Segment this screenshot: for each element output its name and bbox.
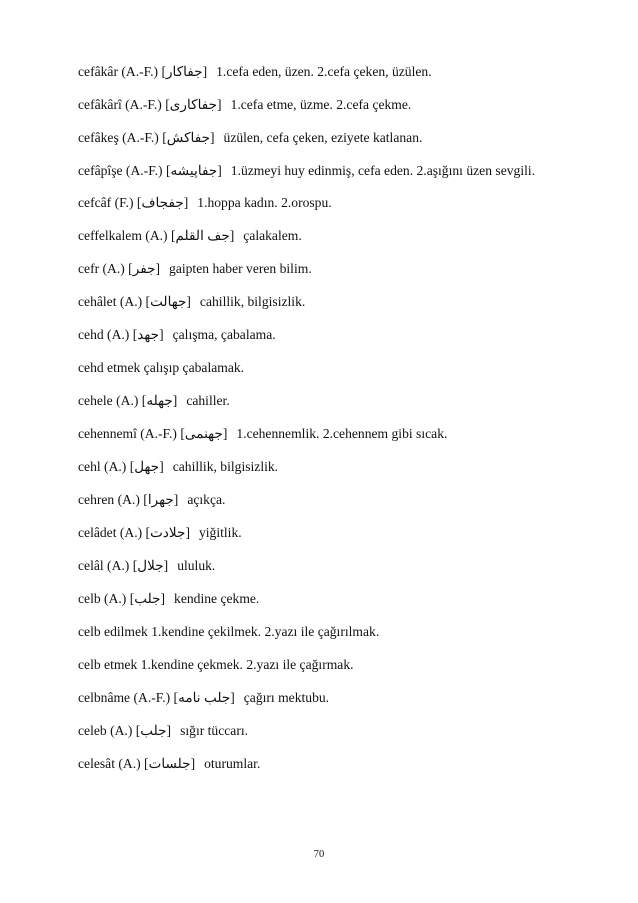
entry-bracket-close: ] — [217, 97, 222, 112]
entry-bracket-close: ] — [159, 459, 164, 474]
entry-arabic: جفر — [132, 261, 156, 276]
entry-arabic: جهل — [134, 459, 160, 474]
entry-bracket-close: ] — [202, 64, 208, 79]
entry-arabic: جلب — [140, 723, 167, 738]
entry-definition: 1.cefa eden, üzen. 2.cefa çeken, üzülen. — [216, 64, 432, 79]
entry-arabic: جلب — [134, 591, 161, 606]
entry-headword: celesât (A.) [ — [78, 756, 149, 771]
entry-bracket-close: ] — [172, 393, 178, 408]
entry-definition: 1.üzmeyi huy edinmiş, cefa eden. 2.aşığını üzen sevgili. — [230, 163, 536, 178]
entry-definition: 1.hoppa kadın. 2.orospu. — [197, 195, 332, 210]
entry-bracket-close: ] — [159, 327, 164, 342]
entry-arabic: جفاپيشه — [170, 163, 218, 178]
entry-definition: yiğitlik. — [198, 525, 242, 540]
entry-arabic: جفجاف — [141, 195, 184, 210]
entry-bracket-close: ] — [160, 591, 166, 606]
entry-arabic: جلب نامه — [178, 690, 231, 705]
entry — [78, 589, 578, 609]
entry-bracket-close: ] — [166, 723, 172, 738]
entry — [78, 292, 578, 312]
entry-headword: ceffelkalem (A.) [ — [78, 228, 176, 243]
entry-arabic: جهرا — [147, 492, 174, 507]
entry-definition: çalakalem. — [243, 228, 302, 243]
entry — [78, 424, 578, 444]
entry — [78, 655, 578, 675]
entry-headword: cehd etmek çalışıp çabalamak. — [78, 360, 245, 375]
entry — [78, 622, 578, 642]
entry-headword: celbnâme (A.-F.) [ — [78, 690, 179, 705]
entry-arabic: جلال — [137, 558, 164, 573]
entry — [78, 259, 578, 279]
entry-headword: celâdet (A.) [ — [78, 525, 151, 540]
entry-headword: cefâkârî (A.-F.) [ — [78, 97, 170, 112]
entry-arabic: جهالت — [150, 294, 187, 309]
entry-bracket-close: ] — [186, 294, 191, 309]
entry — [78, 193, 578, 213]
entry-bracket-close: ] — [190, 756, 196, 771]
entry — [78, 754, 578, 774]
entry — [78, 523, 578, 543]
entry — [78, 457, 578, 477]
entry-arabic: جفاكارى — [169, 97, 218, 112]
entry-bracket-close: ] — [217, 163, 222, 178]
entry-bracket-close: ] — [222, 426, 228, 441]
entry-arabic: جف القلم — [175, 228, 230, 243]
entry-headword: cehele (A.) [ — [78, 393, 147, 408]
entry-definition: sığır tüccarı. — [180, 723, 249, 738]
entry-bracket-close: ] — [185, 525, 190, 540]
entry-headword: celâl (A.) [ — [78, 558, 138, 573]
entry-bracket-close: ] — [229, 228, 235, 243]
entry-headword: cehâlet (A.) [ — [78, 294, 151, 309]
entry-arabic: جهد — [137, 327, 160, 342]
entry — [78, 161, 578, 181]
entry — [78, 358, 578, 378]
entry-definition: cahiller. — [186, 393, 230, 408]
entry-headword: cefr (A.) [ — [78, 261, 133, 276]
entry-definition: üzülen, cefa çeken, eziyete katlanan. — [223, 130, 423, 145]
entry-bracket-close: ] — [173, 492, 179, 507]
entry-definition: açıkça. — [187, 492, 226, 507]
entry — [78, 391, 578, 411]
entry-headword: cefâkeş (A.-F.) [ — [78, 130, 167, 145]
entry-list — [78, 62, 578, 787]
entry — [78, 556, 578, 576]
entry — [78, 62, 578, 82]
entry-definition: çağırı mektubu. — [243, 690, 330, 705]
entry-headword: cefâkâr (A.-F.) [ — [78, 64, 166, 79]
entry — [78, 325, 578, 345]
entry-definition: oturumlar. — [204, 756, 261, 771]
entry-arabic: جهله — [146, 393, 173, 408]
entry — [78, 721, 578, 741]
entry-definition: ululuk. — [177, 558, 216, 573]
entry — [78, 95, 578, 115]
entry-arabic: جفاكار — [165, 64, 203, 79]
entry-arabic: جلادت — [150, 525, 186, 540]
entry-definition: cahillik, bilgisizlik. — [199, 294, 306, 309]
entry — [78, 688, 578, 708]
entry-headword: cehd (A.) [ — [78, 327, 138, 342]
entry-definition: 1.cehennemlik. 2.cehennem gibi sıcak. — [236, 426, 448, 441]
entry-headword: celb edilmek 1.kendine çekilmek. 2.yazı ile çağırılmak. — [78, 624, 380, 639]
entry-arabic: جلسات — [148, 756, 191, 771]
entry-bracket-close: ] — [209, 130, 215, 145]
entry-definition: çalışma, çabalama. — [172, 327, 276, 342]
entry — [78, 226, 578, 246]
entry-headword: cehennemî (A.-F.) [ — [78, 426, 185, 441]
entry-headword: cefâpîşe (A.-F.) [ — [78, 163, 171, 178]
entry-headword: celeb (A.) [ — [78, 723, 141, 738]
entry-bracket-close: ] — [155, 261, 161, 276]
entry — [78, 128, 578, 148]
entry-bracket-close: ] — [230, 690, 235, 705]
entry-headword: celb etmek 1.kendine çekmek. 2.yazı ile çağırmak. — [78, 657, 354, 672]
entry-headword: cehl (A.) [ — [78, 459, 135, 474]
entry-headword: cehren (A.) [ — [78, 492, 148, 507]
entry-definition: gaipten haber veren bilim. — [169, 261, 312, 276]
entry-definition: kendine çekme. — [174, 591, 260, 606]
entry-definition: 1.cefa etme, üzme. 2.cefa çekme. — [230, 97, 412, 112]
entry-arabic: جفاكش — [166, 130, 210, 145]
entry-arabic: جهنمى — [184, 426, 223, 441]
entry-headword: celb (A.) [ — [78, 591, 135, 606]
entry-headword: cefcâf (F.) [ — [78, 195, 142, 210]
page-number: 70 — [313, 849, 325, 860]
entry-definition: cahillik, bilgisizlik. — [172, 459, 279, 474]
entry-bracket-close: ] — [183, 195, 189, 210]
entry — [78, 490, 578, 510]
entry-bracket-close: ] — [163, 558, 169, 573]
